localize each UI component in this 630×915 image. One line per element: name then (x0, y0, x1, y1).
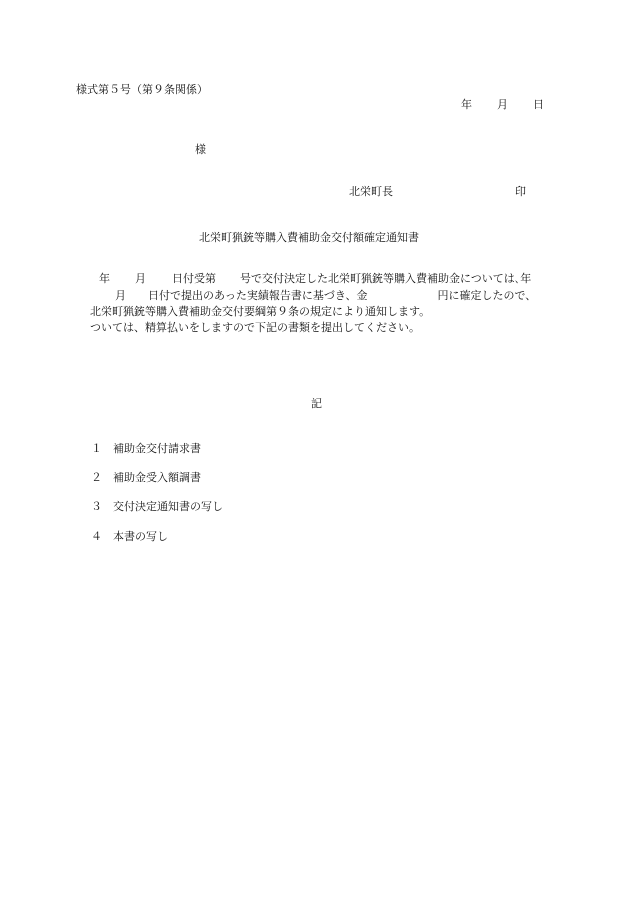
date-month-label: 月 (497, 98, 508, 111)
body-line-2-month: 月 (115, 289, 126, 302)
body-month: 月 (135, 272, 146, 285)
date-year-label: 年 (461, 98, 472, 111)
date-day-label: 日 (533, 98, 544, 111)
date-line (461, 99, 544, 110)
list-item (91, 501, 223, 512)
body-year: 年 (99, 272, 110, 285)
body-day-received: 日付受第 (172, 272, 216, 285)
body-line-2-mid: 日付で提出のあった実績報告書に基づき、金 (148, 289, 368, 302)
notes-heading: 記 (311, 397, 322, 410)
body-line-3: 北栄町猟銃等購入費補助金交付要綱第９条の規定により通知します。 (90, 305, 431, 318)
list-item (91, 531, 168, 542)
list-item-number: ２ (91, 471, 102, 484)
form-number: 様式第５号（第９条関係） (76, 83, 208, 96)
seal-mark: 印 (515, 185, 526, 198)
list-item-number: １ (91, 442, 102, 455)
body-line-4: ついては、精算払いをしますので下記の書類を提出してください。 (90, 321, 420, 334)
list-item-label: 本書の写し (113, 530, 168, 543)
list-item-label: 補助金交付請求書 (113, 442, 201, 455)
body-line-1-rest: 号で交付決定した北栄町猟銃等購入費補助金については､年 (240, 272, 532, 285)
recipient-honorific: 様 (195, 143, 206, 156)
list-item (91, 472, 201, 483)
list-item-label: 交付決定通知書の写し (113, 500, 223, 513)
list-item (91, 443, 201, 454)
body-line-1 (99, 273, 531, 284)
document-title: 北栄町猟銃等購入費補助金交付額確定通知書 (199, 231, 419, 244)
sender-name: 北栄町長 (349, 185, 393, 198)
body-line-2-end: 円に確定したので、 (437, 289, 537, 302)
list-item-number: ３ (91, 500, 102, 513)
list-item-label: 補助金受入額調書 (113, 471, 201, 484)
body-line-2 (115, 290, 536, 301)
list-item-number: ４ (91, 530, 102, 543)
